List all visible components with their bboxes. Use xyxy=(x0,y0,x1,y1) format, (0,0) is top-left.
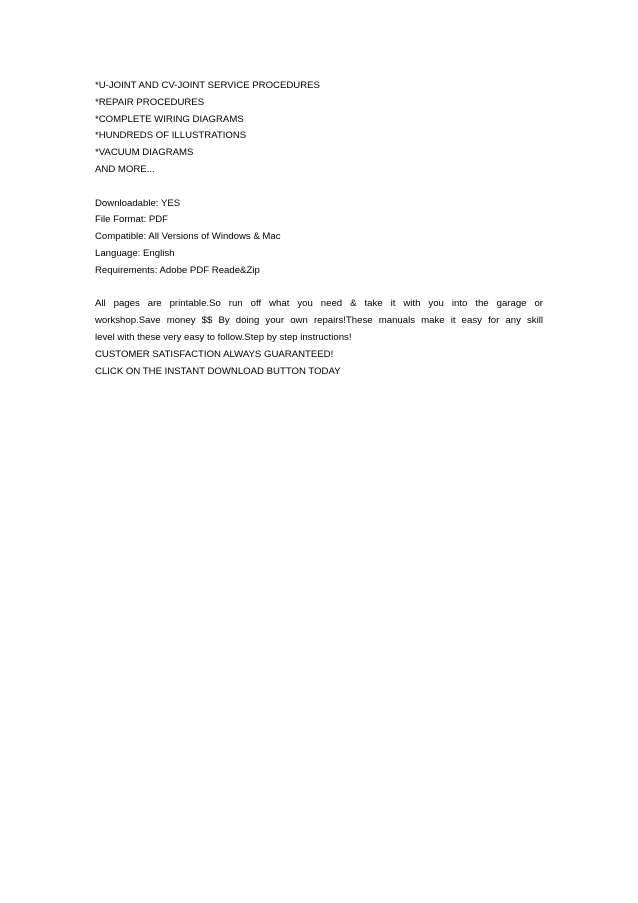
paragraph-line: All pages are printable.So run off what you need & take it with you into the garage or xyxy=(95,298,543,310)
spec-file-format: File Format: PDF xyxy=(95,214,169,226)
features-list xyxy=(95,78,543,179)
description-paragraph xyxy=(95,296,543,346)
feature-item: *HUNDREDS OF ILLUSTRATIONS xyxy=(95,130,247,142)
spec-requirements: Requirements: Adobe PDF Reade&Zip xyxy=(95,264,260,276)
spec-downloadable: Downloadable: YES xyxy=(95,197,181,209)
document-body xyxy=(95,78,543,380)
feature-item: *REPAIR PROCEDURES xyxy=(95,96,205,108)
specs-list xyxy=(95,196,543,280)
feature-item: AND MORE... xyxy=(95,163,155,175)
spec-language: Language: English xyxy=(95,247,175,259)
spacer xyxy=(95,280,543,297)
paragraph-line: workshop.Save money $$ By doing your own repairs!These manuals make it easy for any skill xyxy=(95,315,543,327)
call-to-action-text: CLICK ON THE INSTANT DOWNLOAD BUTTON TODAY xyxy=(95,365,341,377)
feature-item: *U-JOINT AND CV-JOINT SERVICE PROCEDURES xyxy=(95,80,320,91)
guarantee-text: CUSTOMER SATISFACTION ALWAYS GUARANTEED! xyxy=(95,348,334,360)
spec-compatible: Compatible: All Versions of Windows & Mac xyxy=(95,231,281,243)
spacer xyxy=(95,179,543,196)
feature-item: *COMPLETE WIRING DIAGRAMS xyxy=(95,113,244,125)
paragraph-line: level with these very easy to follow.Step by step instructions! xyxy=(95,331,352,343)
feature-item: *VACUUM DIAGRAMS xyxy=(95,147,194,159)
